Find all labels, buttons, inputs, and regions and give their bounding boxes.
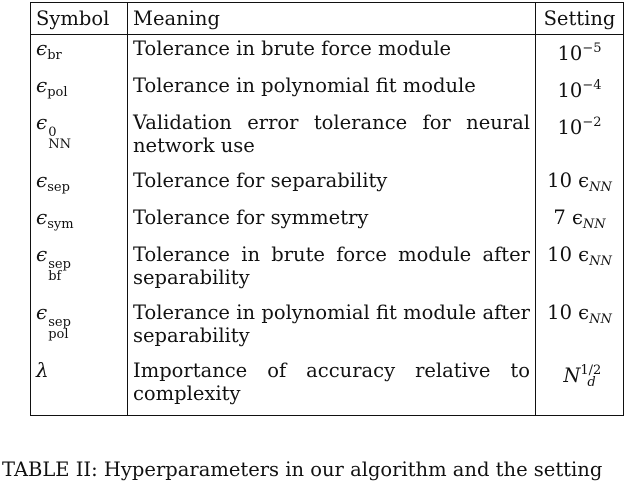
header-symbol: Symbol bbox=[31, 3, 128, 35]
setting-base: 10 ϵ bbox=[547, 243, 590, 266]
symbol-base: λ bbox=[36, 358, 49, 382]
meaning-cell: Tolerance for separability bbox=[128, 167, 536, 204]
table-row bbox=[31, 35, 624, 73]
symbol-cell bbox=[31, 72, 128, 109]
setting-subscript: NN bbox=[582, 217, 606, 232]
symbol-cell bbox=[31, 167, 128, 204]
setting-base: 10 bbox=[557, 42, 583, 65]
symbol-subscript: pol bbox=[47, 85, 68, 100]
setting-cell bbox=[536, 167, 624, 204]
table-row bbox=[31, 241, 624, 299]
hyperparameter-table bbox=[30, 2, 624, 416]
header-meaning: Meaning bbox=[128, 3, 536, 35]
setting-base: N bbox=[563, 364, 581, 387]
table-caption: TABLE II: Hyperparameters in our algorithm and the setting bbox=[2, 458, 603, 481]
symbol bbox=[36, 358, 49, 382]
symbol-subscript: NN bbox=[48, 137, 71, 152]
meaning-cell: Tolerance for symmetry bbox=[128, 204, 536, 241]
meaning-cell: Tolerance in brute force module after separability bbox=[128, 241, 536, 299]
table-row bbox=[31, 109, 624, 167]
symbol-cell bbox=[31, 299, 128, 357]
setting-subscript: NN bbox=[589, 180, 612, 195]
symbol-subscript: sym bbox=[47, 217, 74, 232]
symbol-base: ϵ bbox=[36, 242, 48, 266]
symbol-superscript: 0 bbox=[48, 125, 57, 140]
symbol-base: ϵ bbox=[36, 205, 48, 229]
symbol-subscript: sep bbox=[47, 180, 70, 195]
setting-cell bbox=[536, 72, 624, 109]
symbol-subscript: pol bbox=[48, 327, 69, 342]
symbol-subscript: bf bbox=[48, 269, 62, 284]
setting-superscript: −5 bbox=[582, 41, 602, 56]
symbol bbox=[36, 242, 71, 284]
symbol bbox=[36, 300, 71, 342]
setting-subscript: NN bbox=[589, 254, 612, 269]
symbol-scripts bbox=[48, 259, 71, 283]
header-setting: Setting bbox=[536, 3, 624, 35]
symbol-cell bbox=[31, 109, 128, 167]
table-row bbox=[31, 357, 624, 415]
table-header-row bbox=[31, 3, 624, 35]
setting-cell bbox=[536, 241, 624, 299]
symbol-base: ϵ bbox=[36, 300, 48, 324]
meaning-cell: Tolerance in polynomial fit module bbox=[128, 72, 536, 109]
meaning-cell: Validation error tolerance for neural network use bbox=[128, 109, 536, 167]
meaning-cell: Tolerance in brute force module bbox=[128, 35, 536, 73]
symbol-cell bbox=[31, 241, 128, 299]
symbol bbox=[36, 110, 71, 152]
symbol-scripts bbox=[48, 317, 71, 341]
meaning-cell: Tolerance in polynomial fit module after separability bbox=[128, 299, 536, 357]
symbol bbox=[36, 205, 74, 232]
symbol-base: ϵ bbox=[36, 36, 48, 60]
table-row bbox=[31, 204, 624, 241]
setting-cell bbox=[536, 35, 624, 73]
setting-superscript: −2 bbox=[582, 115, 602, 130]
setting-base: 10 bbox=[557, 116, 583, 139]
symbol-superscript: sep bbox=[48, 315, 71, 330]
symbol-cell bbox=[31, 35, 128, 73]
setting-superscript: −4 bbox=[582, 78, 602, 93]
meaning-cell: Importance of accuracy relative to complexity bbox=[128, 357, 536, 415]
symbol-base: ϵ bbox=[36, 168, 48, 192]
setting-base: 10 ϵ bbox=[547, 301, 590, 324]
setting-subscript: d bbox=[587, 375, 596, 390]
symbol bbox=[36, 73, 68, 100]
symbol-cell bbox=[31, 357, 128, 415]
setting-subscript: NN bbox=[589, 312, 612, 327]
table-body bbox=[31, 35, 624, 416]
setting-base: 7 ϵ bbox=[553, 206, 583, 229]
symbol-base: ϵ bbox=[36, 73, 48, 97]
symbol-cell bbox=[31, 204, 128, 241]
symbol-scripts bbox=[48, 127, 71, 151]
table-row bbox=[31, 299, 624, 357]
table-row bbox=[31, 72, 624, 109]
setting-cell bbox=[536, 357, 624, 415]
symbol-base: ϵ bbox=[36, 110, 48, 134]
setting-cell bbox=[536, 299, 624, 357]
setting-cell bbox=[536, 109, 624, 167]
symbol-superscript: sep bbox=[48, 257, 71, 272]
symbol-subscript: br bbox=[47, 48, 62, 63]
setting-superscript: 1/2 bbox=[580, 363, 602, 378]
setting-base: 10 ϵ bbox=[547, 169, 590, 192]
setting-base: 10 bbox=[557, 79, 583, 102]
symbol bbox=[36, 36, 62, 63]
table-row bbox=[31, 167, 624, 204]
symbol bbox=[36, 168, 70, 195]
setting-cell bbox=[536, 204, 624, 241]
